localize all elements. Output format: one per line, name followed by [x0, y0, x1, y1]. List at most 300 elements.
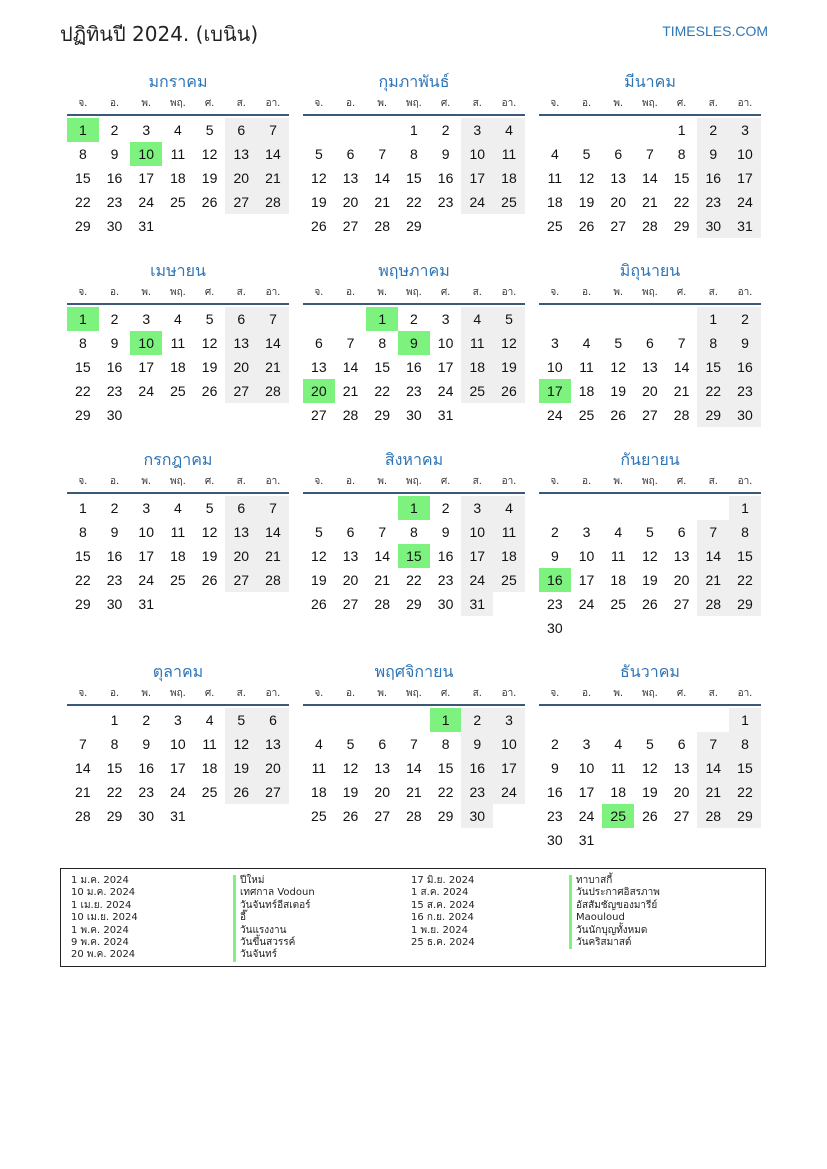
day-cell: 19	[578, 194, 595, 210]
day-cell: 12	[311, 548, 327, 564]
empty-day-cell	[366, 496, 398, 520]
day-cell: 26	[342, 808, 359, 824]
day-cell: 11	[170, 335, 186, 351]
day-cell: 19	[201, 359, 218, 375]
day-cell: 24	[547, 407, 563, 423]
day-cell: 18	[201, 760, 218, 776]
day-cell: 5	[205, 122, 214, 138]
day-cell: 29	[437, 808, 454, 824]
weekday-label: ศ.	[676, 287, 687, 298]
weekday-label: อ.	[581, 476, 592, 487]
day-cell: 9	[550, 760, 559, 776]
empty-day-cell	[634, 118, 666, 142]
day-cell: 6	[677, 524, 686, 540]
weekday-label: พฤ.	[169, 476, 186, 487]
empty-day-cell	[571, 496, 603, 520]
holiday-day-cell: 1	[430, 708, 462, 732]
day-cell: 21	[697, 780, 729, 804]
weekday-label: พฤ.	[169, 98, 186, 109]
day-cell: 27	[374, 808, 390, 824]
day-cell: 17	[138, 548, 154, 564]
day-cell: 3	[142, 311, 151, 327]
day-cell: 11	[170, 146, 186, 162]
weekday-label: อา.	[265, 287, 281, 298]
legend-holiday-name: วันคริสมาสต์	[569, 937, 660, 949]
day-cell: 27	[342, 596, 359, 612]
weekday-label: พฤ.	[405, 476, 422, 487]
weekday-label: อ.	[345, 287, 356, 298]
day-cell: 8	[729, 732, 761, 756]
weekday-label: ศ.	[676, 476, 687, 487]
day-cell: 15	[729, 756, 761, 780]
day-cell: 27	[610, 218, 626, 234]
day-cell: 7	[378, 146, 387, 162]
day-cell: 14	[642, 170, 658, 186]
month-calendar	[303, 70, 525, 238]
weekday-label: ศ.	[204, 98, 215, 109]
weekday-label: ศ.	[440, 688, 451, 699]
day-cell: 19	[493, 355, 525, 379]
day-cell: 23	[106, 194, 123, 210]
day-grid	[539, 708, 761, 852]
day-cell: 17	[138, 170, 154, 186]
day-cell: 8	[78, 524, 87, 540]
day-cell: 27	[225, 568, 257, 592]
empty-day-cell	[303, 708, 335, 732]
day-cell: 3	[582, 524, 591, 540]
empty-day-cell	[602, 708, 634, 732]
day-cell: 15	[75, 359, 91, 375]
day-cell: 9	[697, 142, 729, 166]
day-cell: 13	[342, 170, 359, 186]
day-cell: 12	[311, 170, 327, 186]
holiday-day-cell: 16	[539, 568, 571, 592]
month-name: มกราคม	[148, 72, 208, 91]
legend-holiday-name: อี๊	[233, 912, 315, 924]
day-cell: 20	[342, 194, 359, 210]
day-cell: 14	[697, 544, 729, 568]
day-cell: 19	[642, 572, 658, 588]
weekday-label: อ.	[345, 688, 356, 699]
day-cell: 14	[374, 548, 390, 564]
day-cell: 3	[729, 118, 761, 142]
legend-holiday-name: อัสสัมชัญของมารีย์	[569, 900, 660, 912]
day-cell: 12	[642, 760, 658, 776]
day-cell: 13	[642, 359, 658, 375]
day-cell: 26	[311, 218, 327, 234]
day-cell: 29	[697, 403, 729, 427]
day-cell: 24	[493, 780, 525, 804]
day-cell: 11	[202, 736, 217, 752]
legend-date: 15 ส.ค. 2024	[411, 899, 475, 911]
legend-date: 20 พ.ค. 2024	[71, 949, 136, 961]
day-cell: 19	[342, 784, 359, 800]
weekday-label: จ.	[78, 476, 88, 487]
day-cell: 14	[257, 331, 289, 355]
day-cell: 30	[729, 403, 761, 427]
day-cell: 22	[406, 194, 422, 210]
day-grid	[303, 307, 525, 427]
day-cell: 16	[437, 170, 454, 186]
day-cell: 30	[106, 407, 123, 423]
empty-day-cell	[571, 307, 603, 331]
day-cell: 14	[342, 359, 359, 375]
day-cell: 31	[437, 407, 454, 423]
day-cell: 2	[110, 311, 119, 327]
weekday-label: อา.	[501, 287, 517, 298]
day-cell: 8	[729, 520, 761, 544]
day-cell: 26	[493, 379, 525, 403]
day-cell: 12	[342, 760, 359, 776]
day-cell: 15	[406, 170, 422, 186]
day-cell: 3	[461, 496, 493, 520]
day-cell: 5	[493, 307, 525, 331]
day-cell: 16	[547, 784, 563, 800]
day-cell: 7	[410, 736, 418, 752]
day-cell: 5	[314, 524, 323, 540]
weekday-label: จ.	[550, 98, 560, 109]
weekday-label: ส.	[236, 287, 246, 298]
weekday-label: ส.	[236, 688, 246, 699]
day-cell: 2	[461, 708, 493, 732]
day-cell: 27	[642, 407, 658, 423]
day-cell: 29	[406, 218, 422, 234]
weekday-label: อ.	[581, 287, 592, 298]
day-cell: 11	[493, 520, 525, 544]
empty-day-cell	[366, 118, 398, 142]
day-cell: 17	[170, 760, 186, 776]
holiday-day-cell: 10	[130, 331, 162, 355]
day-cell: 23	[437, 572, 454, 588]
weekday-header	[303, 472, 525, 494]
day-cell: 14	[374, 170, 390, 186]
day-cell: 5	[614, 335, 623, 351]
month-calendar	[303, 660, 525, 828]
empty-day-cell	[335, 307, 367, 331]
day-cell: 6	[677, 736, 686, 752]
day-cell: 22	[75, 383, 91, 399]
day-cell: 18	[610, 572, 626, 588]
day-cell: 6	[225, 118, 257, 142]
empty-day-cell	[335, 118, 367, 142]
day-cell: 10	[578, 760, 595, 776]
day-cell: 9	[110, 524, 119, 540]
day-cell: 4	[614, 524, 623, 540]
day-cell: 25	[461, 379, 493, 403]
weekday-label: จ.	[78, 287, 88, 298]
day-cell: 30	[406, 407, 422, 423]
legend-date: 17 มิ.ย. 2024	[411, 875, 475, 886]
day-cell: 10	[547, 359, 563, 375]
weekday-label: อ.	[109, 476, 120, 487]
day-cell: 1	[729, 708, 761, 732]
day-cell: 12	[610, 359, 626, 375]
day-cell: 19	[311, 194, 327, 210]
day-cell: 10	[461, 142, 493, 166]
day-cell: 28	[257, 190, 289, 214]
day-cell: 7	[378, 524, 387, 540]
weekday-label: พฤ.	[405, 98, 422, 109]
weekday-label: ศ.	[440, 476, 451, 487]
day-cell: 14	[673, 359, 690, 375]
day-cell: 12	[642, 548, 658, 564]
day-cell: 24	[437, 383, 454, 399]
day-cell: 3	[142, 500, 151, 516]
weekday-label: อา.	[737, 688, 753, 699]
legend-dates-left	[71, 875, 138, 962]
day-cell: 21	[673, 383, 690, 399]
day-cell: 12	[201, 335, 218, 351]
legend-date: 10 เม.ย. 2024	[71, 912, 138, 924]
weekday-label: พฤ.	[169, 688, 186, 699]
legend-dates-right	[411, 875, 475, 949]
weekday-label: พ.	[141, 98, 152, 109]
day-cell: 16	[729, 355, 761, 379]
day-cell: 22	[673, 194, 690, 210]
day-cell: 7	[697, 732, 729, 756]
day-cell: 2	[441, 122, 450, 138]
month-name: กันยายน	[620, 450, 680, 469]
day-cell: 11	[547, 170, 563, 186]
weekday-label: พ.	[377, 688, 388, 699]
month-calendar	[303, 259, 525, 427]
month-name: กรกฎาคม	[143, 450, 213, 469]
day-cell: 20	[225, 355, 257, 379]
day-cell: 13	[374, 760, 390, 776]
day-cell: 2	[110, 122, 119, 138]
day-cell: 10	[138, 524, 154, 540]
day-cell: 25	[610, 596, 626, 612]
day-cell: 5	[582, 146, 591, 162]
legend-date: 25 ธ.ค. 2024	[411, 937, 475, 949]
empty-day-cell	[335, 708, 367, 732]
day-cell: 29	[75, 407, 91, 423]
day-cell: 3	[461, 118, 493, 142]
day-cell: 5	[225, 708, 257, 732]
month-name: มีนาคม	[624, 72, 676, 91]
weekday-label: ส.	[472, 476, 482, 487]
day-cell: 6	[314, 335, 323, 351]
weekday-header	[539, 283, 761, 305]
day-cell: 30	[106, 596, 123, 612]
empty-day-cell	[602, 307, 634, 331]
day-cell: 10	[461, 520, 493, 544]
day-cell: 30	[697, 214, 729, 238]
month-calendar	[539, 70, 761, 238]
weekday-label: อา.	[501, 476, 517, 487]
day-cell: 20	[673, 784, 690, 800]
day-cell: 9	[729, 331, 761, 355]
weekday-label: ส.	[236, 476, 246, 487]
month-calendar	[67, 70, 289, 238]
empty-day-cell	[666, 307, 698, 331]
weekday-label: อ.	[109, 98, 120, 109]
day-cell: 28	[374, 596, 390, 612]
day-cell: 28	[257, 568, 289, 592]
weekday-label: ส.	[236, 98, 246, 109]
day-cell: 15	[437, 760, 454, 776]
weekday-header	[303, 283, 525, 305]
day-cell: 18	[170, 170, 186, 186]
day-grid	[67, 307, 289, 427]
weekday-label: จ.	[550, 688, 560, 699]
day-cell: 20	[342, 572, 359, 588]
day-cell: 8	[78, 146, 87, 162]
weekday-label: ศ.	[676, 688, 687, 699]
day-cell: 15	[106, 760, 123, 776]
day-cell: 25	[170, 194, 186, 210]
day-cell: 31	[578, 832, 595, 848]
legend-holiday-name: ปีใหม่	[233, 875, 315, 887]
day-cell: 16	[106, 359, 123, 375]
weekday-header	[303, 684, 525, 706]
day-cell: 20	[610, 194, 626, 210]
empty-day-cell	[539, 118, 571, 142]
weekday-label: ส.	[708, 98, 718, 109]
month-calendar	[303, 448, 525, 616]
day-cell: 15	[729, 544, 761, 568]
weekday-label: พ.	[377, 98, 388, 109]
legend-date: 1 ม.ค. 2024	[71, 875, 129, 886]
day-cell: 12	[578, 170, 595, 186]
legend-holiday-name: วันจันทร์อีสเตอร์	[233, 900, 315, 912]
day-cell: 13	[257, 732, 289, 756]
day-cell: 30	[547, 832, 563, 848]
legend-holiday-name: ทาบาสกี้	[569, 875, 660, 887]
day-cell: 6	[257, 708, 289, 732]
day-cell: 29	[75, 218, 91, 234]
day-cell: 29	[406, 596, 422, 612]
day-cell: 22	[106, 784, 123, 800]
day-cell: 18	[461, 355, 493, 379]
day-cell: 12	[201, 146, 218, 162]
day-cell: 9	[441, 146, 450, 162]
legend-holiday-name: Maouloud	[569, 912, 660, 924]
legend-holiday-name: วันขึ้นสวรรค์	[233, 937, 315, 949]
day-cell: 4	[174, 122, 182, 138]
weekday-header	[67, 94, 289, 116]
weekday-header	[67, 684, 289, 706]
day-cell: 23	[697, 190, 729, 214]
weekday-label: ศ.	[204, 688, 215, 699]
weekday-label: ศ.	[204, 476, 215, 487]
weekday-label: อ.	[345, 98, 356, 109]
holiday-day-cell: 1	[398, 496, 430, 520]
day-cell: 8	[697, 331, 729, 355]
day-cell: 14	[406, 760, 422, 776]
day-cell: 30	[106, 218, 123, 234]
day-cell: 26	[642, 808, 658, 824]
day-cell: 17	[437, 359, 454, 375]
weekday-label: พ.	[613, 98, 624, 109]
day-cell: 1	[78, 500, 87, 516]
holiday-day-cell: 9	[398, 331, 430, 355]
day-cell: 4	[493, 118, 525, 142]
day-cell: 18	[493, 544, 525, 568]
day-cell: 30	[547, 620, 563, 636]
day-cell: 10	[170, 736, 186, 752]
day-cell: 16	[106, 548, 123, 564]
day-cell: 3	[441, 311, 450, 327]
weekday-label: อา.	[737, 98, 753, 109]
weekday-label: พฤ.	[641, 688, 658, 699]
day-cell: 11	[170, 524, 186, 540]
day-cell: 23	[406, 383, 422, 399]
day-cell: 7	[257, 496, 289, 520]
month-name: มิถุนายน	[619, 261, 681, 280]
weekday-label: ส.	[472, 287, 482, 298]
weekday-header	[539, 684, 761, 706]
day-cell: 4	[493, 496, 525, 520]
day-cell: 6	[346, 524, 355, 540]
day-cell: 4	[582, 335, 591, 351]
empty-day-cell	[539, 496, 571, 520]
day-cell: 8	[78, 335, 87, 351]
day-cell: 1	[729, 496, 761, 520]
weekday-label: จ.	[314, 476, 324, 487]
day-cell: 2	[697, 118, 729, 142]
day-cell: 23	[547, 596, 563, 612]
day-cell: 31	[729, 214, 761, 238]
day-cell: 28	[342, 407, 359, 423]
day-cell: 15	[75, 548, 91, 564]
holiday-day-cell: 1	[67, 307, 99, 331]
empty-day-cell	[571, 118, 603, 142]
weekday-label: อา.	[737, 287, 753, 298]
day-grid	[303, 496, 525, 616]
day-cell: 21	[257, 355, 289, 379]
day-cell: 18	[311, 784, 327, 800]
day-cell: 21	[257, 544, 289, 568]
day-cell: 2	[410, 311, 418, 327]
day-cell: 22	[374, 383, 390, 399]
day-cell: 14	[257, 142, 289, 166]
day-cell: 2	[441, 500, 450, 516]
day-cell: 28	[406, 808, 422, 824]
day-cell: 22	[729, 568, 761, 592]
day-cell: 13	[225, 142, 257, 166]
day-cell: 5	[314, 146, 323, 162]
day-cell: 16	[437, 548, 454, 564]
day-cell: 5	[205, 500, 214, 516]
day-grid	[539, 496, 761, 640]
weekday-label: จ.	[78, 98, 88, 109]
day-cell: 21	[257, 166, 289, 190]
day-cell: 26	[225, 780, 257, 804]
day-cell: 4	[314, 736, 323, 752]
weekday-label: จ.	[550, 287, 560, 298]
day-cell: 28	[642, 218, 658, 234]
day-cell: 20	[257, 756, 289, 780]
day-cell: 12	[201, 524, 218, 540]
day-cell: 24	[729, 190, 761, 214]
brand-link[interactable]: TIMESLES.COM	[662, 23, 768, 39]
day-cell: 4	[550, 146, 559, 162]
weekday-label: พฤ.	[641, 476, 658, 487]
day-cell: 20	[374, 784, 390, 800]
day-cell: 11	[579, 359, 594, 375]
empty-day-cell	[398, 708, 430, 732]
day-cell: 13	[225, 331, 257, 355]
day-cell: 7	[257, 118, 289, 142]
weekday-header	[67, 283, 289, 305]
day-grid	[539, 118, 761, 238]
day-cell: 29	[75, 596, 91, 612]
day-cell: 13	[610, 170, 626, 186]
day-cell: 21	[406, 784, 422, 800]
day-cell: 19	[642, 784, 658, 800]
legend-date: 10 ม.ค. 2024	[71, 887, 136, 899]
